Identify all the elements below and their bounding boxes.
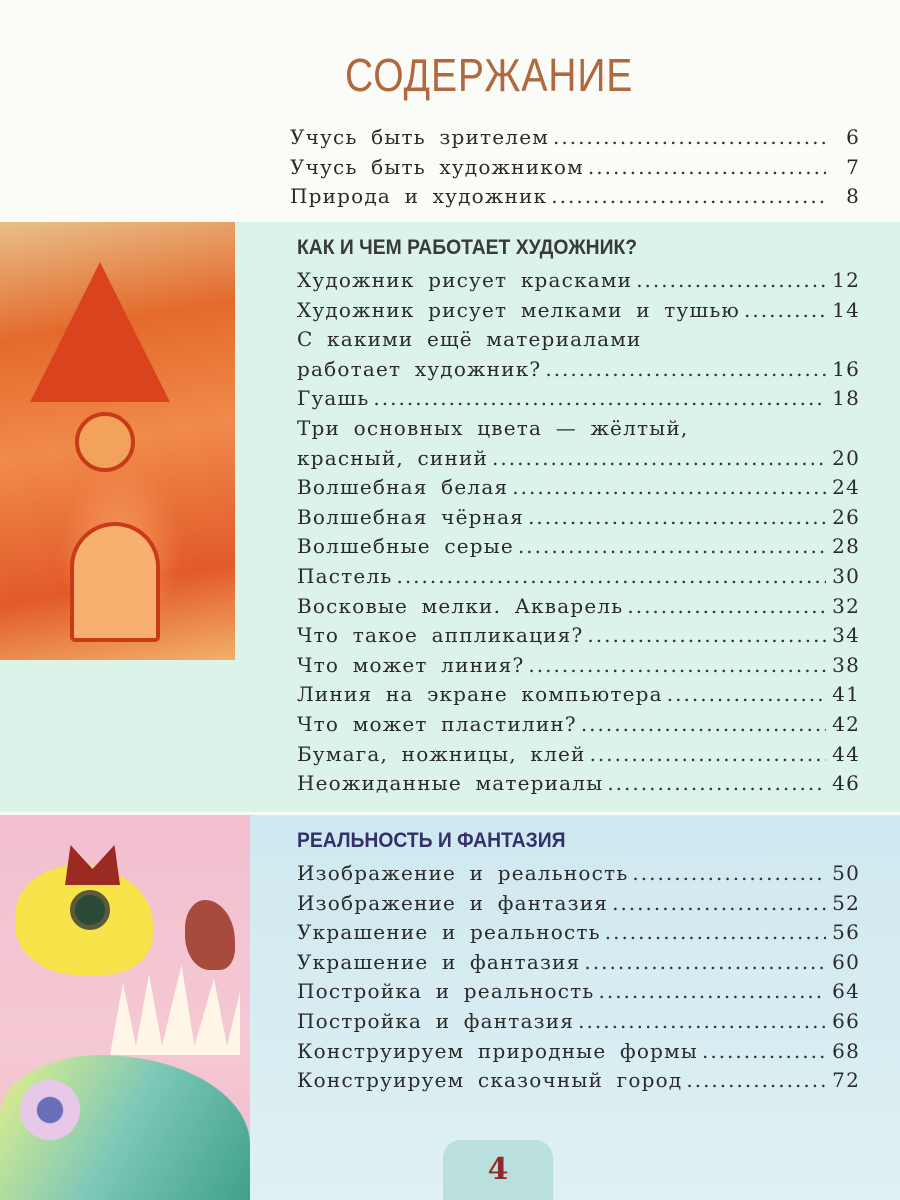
toc-entry[interactable] bbox=[297, 1039, 860, 1069]
toc-entry-title: Конструируем природные формы bbox=[297, 1038, 698, 1063]
toc-entry[interactable] bbox=[297, 534, 860, 564]
toc-entry-title: Что такое аппликация? bbox=[297, 623, 584, 648]
dot-leader bbox=[512, 475, 826, 499]
toc-entry-title: Пастель bbox=[297, 563, 393, 588]
toc-entry-title: Постройка и фантазия bbox=[297, 1008, 575, 1033]
toc-entry[interactable] bbox=[297, 771, 860, 801]
toc-entry-title: Бумага, ножницы, клей bbox=[297, 741, 586, 766]
toc-entry-page: 68 bbox=[832, 1038, 860, 1063]
toc-entry-page: 20 bbox=[832, 445, 860, 470]
dot-leader bbox=[590, 742, 826, 766]
dot-leader bbox=[373, 386, 826, 410]
toc-entry-title: Восковые мелки. Акварель bbox=[297, 593, 624, 618]
toc-entry-page: 56 bbox=[832, 920, 860, 945]
dot-leader bbox=[686, 1068, 826, 1092]
page-number: 4 bbox=[443, 1140, 553, 1200]
toc-entry[interactable] bbox=[297, 298, 860, 328]
toc-entry[interactable] bbox=[297, 712, 860, 742]
page-title: СОДЕРЖАНИЕ bbox=[345, 49, 634, 101]
toc-entry[interactable] bbox=[297, 446, 860, 476]
toc-entry-title: Изображение и реальность bbox=[297, 861, 629, 885]
toc-entry[interactable] bbox=[297, 653, 860, 683]
toc-entry-page: 64 bbox=[832, 979, 860, 1004]
toc-entry[interactable] bbox=[297, 950, 860, 980]
toc-entry-page: 7 bbox=[846, 154, 860, 179]
section-heading: КАК И ЧЕМ РАБОТАЕТ ХУДОЖНИК? bbox=[297, 236, 638, 259]
toc-entry[interactable] bbox=[297, 861, 860, 891]
toc-entry-title: Конструируем сказочный город bbox=[297, 1068, 683, 1093]
toc-entry-page: 26 bbox=[832, 504, 860, 529]
dot-leader bbox=[587, 623, 826, 647]
toc-entry-page: 24 bbox=[832, 475, 860, 500]
toc-entry-page: 28 bbox=[832, 534, 860, 559]
toc-entry[interactable] bbox=[290, 155, 860, 185]
toc-entry[interactable] bbox=[290, 184, 860, 214]
toc-entry-page: 46 bbox=[832, 771, 860, 796]
dot-leader bbox=[588, 155, 826, 179]
toc-entry-page: 18 bbox=[832, 386, 860, 411]
toc-entry-title: Изображение и фантазия bbox=[297, 890, 609, 915]
toc-entry-title: Природа и художник bbox=[290, 184, 548, 209]
toc-entry-title: Волшебная чёрная bbox=[297, 504, 525, 529]
section-heading: РЕАЛЬНОСТЬ И ФАНТАЗИЯ bbox=[297, 829, 566, 852]
toc-entry-title: Художник рисует мелками и тушью bbox=[297, 297, 741, 322]
toc-entry-page: 34 bbox=[832, 623, 860, 648]
toc-entry[interactable] bbox=[297, 742, 860, 772]
toc-entry-page: 60 bbox=[832, 949, 860, 974]
toc-entry[interactable] bbox=[297, 505, 860, 535]
toc-entry-title: Волшебные серые bbox=[297, 534, 514, 559]
dot-leader bbox=[551, 184, 826, 208]
toc-entry-page: 38 bbox=[832, 652, 860, 677]
toc-entry[interactable] bbox=[297, 979, 860, 1009]
toc-intro bbox=[290, 125, 860, 214]
toc-entry-page: 44 bbox=[832, 741, 860, 766]
dot-leader bbox=[492, 446, 826, 470]
toc-entry[interactable] bbox=[297, 891, 860, 921]
toc-section-materials bbox=[297, 236, 860, 801]
dot-leader bbox=[528, 653, 826, 677]
toc-entry-page: 32 bbox=[832, 593, 860, 618]
toc-entry[interactable] bbox=[297, 416, 860, 446]
toc-entry[interactable] bbox=[297, 327, 860, 357]
dot-leader bbox=[744, 298, 826, 322]
toc-entry-page: 52 bbox=[832, 890, 860, 915]
toc-entry-page: 16 bbox=[832, 356, 860, 381]
toc-entry-title: Украшение и реальность bbox=[297, 920, 601, 945]
dot-leader bbox=[612, 891, 826, 915]
toc-entry-title: Учусь быть зрителем bbox=[290, 125, 549, 149]
painting-castle-illustration bbox=[0, 222, 235, 660]
dot-leader bbox=[605, 920, 826, 944]
toc-entry-title: Волшебная белая bbox=[297, 475, 509, 500]
toc-entry[interactable] bbox=[297, 623, 860, 653]
toc-entry[interactable] bbox=[297, 1009, 860, 1039]
dot-leader bbox=[528, 505, 826, 529]
toc-entry-title: Гуашь bbox=[297, 386, 370, 411]
dot-leader bbox=[632, 861, 826, 885]
dot-leader bbox=[581, 712, 826, 736]
toc-entry-page: 12 bbox=[832, 268, 860, 292]
toc-entry[interactable] bbox=[297, 1068, 860, 1098]
toc-entry-title: Постройка и реальность bbox=[297, 979, 595, 1004]
toc-entry[interactable] bbox=[297, 386, 860, 416]
toc-entry[interactable] bbox=[297, 475, 860, 505]
toc-entry[interactable] bbox=[297, 357, 860, 387]
toc-entry-title: Учусь быть художником bbox=[290, 154, 584, 179]
toc-entry-page: 41 bbox=[832, 682, 860, 707]
toc-entry-page: 42 bbox=[832, 711, 860, 736]
toc-entry-page: 66 bbox=[832, 1008, 860, 1033]
toc-entry-title: работает художник? bbox=[297, 356, 542, 381]
toc-section-reality bbox=[297, 829, 860, 1098]
toc-entry[interactable] bbox=[290, 125, 860, 155]
dot-leader bbox=[578, 1009, 826, 1033]
toc-entry-title: Три основных цвета — жёлтый, bbox=[297, 415, 689, 440]
toc-entry-page: 50 bbox=[832, 861, 860, 885]
toc-entry[interactable] bbox=[297, 920, 860, 950]
dot-leader bbox=[396, 564, 826, 588]
dot-leader bbox=[627, 594, 826, 618]
toc-entry-title: Художник рисует красками bbox=[297, 268, 633, 292]
toc-entry-page: 14 bbox=[832, 297, 860, 322]
dot-leader bbox=[553, 125, 826, 149]
dot-leader bbox=[545, 357, 826, 381]
toc-entry-page: 30 bbox=[832, 563, 860, 588]
toc-entry[interactable] bbox=[297, 594, 860, 624]
toc-entry-title: Украшение и фантазия bbox=[297, 949, 581, 974]
toc-entry-title: Линия на экране компьютера bbox=[297, 682, 663, 707]
dot-leader bbox=[667, 682, 826, 706]
toc-entry-title: С какими ещё материалами bbox=[297, 327, 642, 352]
dot-leader bbox=[607, 771, 826, 795]
dot-leader bbox=[518, 534, 826, 558]
dot-leader bbox=[702, 1039, 826, 1063]
toc-entry-title: Что может линия? bbox=[297, 652, 525, 677]
toc-entry-page: 6 bbox=[846, 125, 860, 149]
toc-entry-title: красный, синий bbox=[297, 445, 489, 470]
toc-entry[interactable] bbox=[297, 682, 860, 712]
toc-entry-page: 72 bbox=[832, 1068, 860, 1093]
toc-entry-page: 8 bbox=[846, 184, 860, 209]
painting-fantasy-bird-illustration bbox=[0, 815, 250, 1200]
dot-leader bbox=[636, 268, 826, 292]
toc-entry-title: Что может пластилин? bbox=[297, 711, 577, 736]
toc-entry[interactable] bbox=[297, 268, 860, 298]
toc-entry-title: Неожиданные материалы bbox=[297, 771, 604, 796]
dot-leader bbox=[584, 950, 826, 974]
dot-leader bbox=[598, 979, 826, 1003]
toc-entry[interactable] bbox=[297, 564, 860, 594]
